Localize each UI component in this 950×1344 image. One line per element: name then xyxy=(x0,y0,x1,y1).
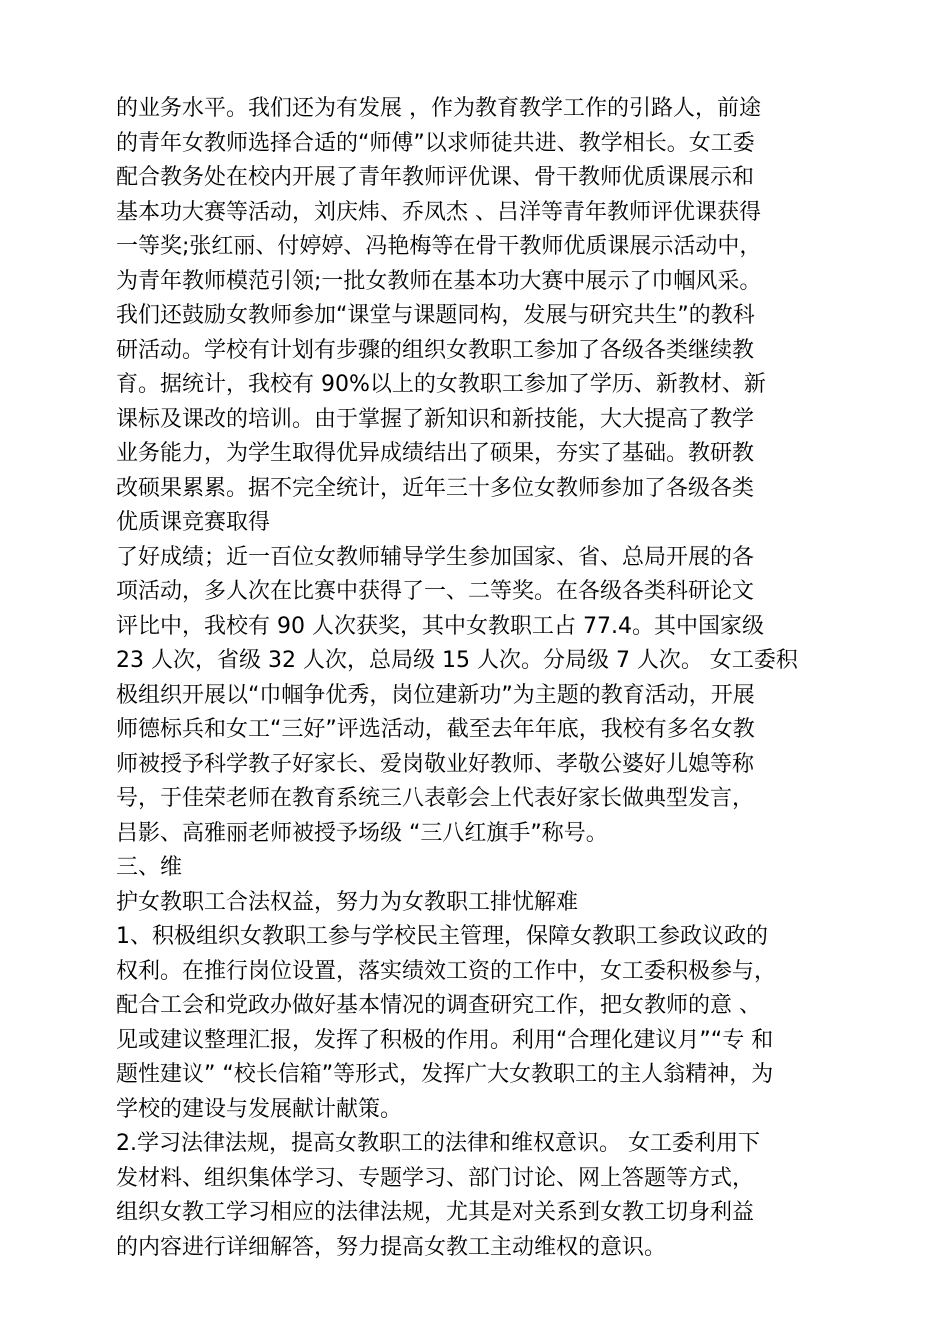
text-line: 我们还鼓励女教师参加“课堂与课题同构，发展与研究共生”的教科 xyxy=(116,303,755,328)
text-line: 发材料、组织集体学习、专题学习、部门讨论、网上答题等方式， xyxy=(116,1165,755,1191)
text-line: 的青年女教师选择合适的“师傅”以求师徒共进、教学相长。女工委 xyxy=(116,130,755,156)
text-line: 组织女教工学习相应的法律法规，尤其是对关系到女教工切身利益 xyxy=(116,1200,755,1225)
section-heading: 三、维 xyxy=(116,855,183,880)
text-line: 号，于佳荣老师在教育系统三八表彰会上代表好家长做典型发言， xyxy=(116,786,755,811)
document-body xyxy=(116,92,846,1265)
text-line: 师被授予科学教子好家长、爱岗敬业好教师、孝敬公婆好儿媳等称 xyxy=(116,751,755,777)
text-line: 了好成绩；近一百位女教师辅导学生参加国家、省、总局开展的各 xyxy=(116,544,755,570)
text-line: 学校的建设与发展献计献策。 xyxy=(116,1096,403,1122)
text-line: 配合教务处在校内开展了青年教师评优课、骨干教师优质课展示和 xyxy=(116,165,755,190)
text-line: 为青年教师模范引领;一批女教师在基本功大赛中展示了巾帼风采。 xyxy=(116,268,762,294)
text-line: 课标及课改的培训。由于掌握了新知识和新技能，大大提高了教学 xyxy=(116,406,755,432)
text-line: 一等奖;张红丽、付婷婷、冯艳梅等在骨干教师优质课展示活动中， xyxy=(116,234,762,259)
section-heading-continued: 护女教职工合法权益，努力为女教职工排忧解难 xyxy=(116,889,579,915)
text-line: 配合工会和党政办做好基本情况的调查研究工作，把女教师的意 、 xyxy=(116,993,761,1018)
text-line: 基本功大赛等活动，刘庆炜、乔凤杰 、吕洋等青年教师评优课获得 xyxy=(116,199,761,225)
text-line: 育。据统计，我校有 90%以上的女教职工参加了学历、新教材、新 xyxy=(116,372,766,397)
text-line: 吕影、高雅丽老师被授予场级 “三八红旗手”称号。 xyxy=(116,820,608,846)
text-line: 权利。在推行岗位设置，落实绩效工资的工作中，女工委积极参与， xyxy=(116,958,777,984)
text-line: 改硕果累累。据不完全统计，近年三十多位女教师参加了各级各类 xyxy=(116,475,755,501)
text-line: 研活动。学校有计划有步骤的组织女教职工参加了各级各类继续教 xyxy=(116,337,755,363)
text-line: 师德标兵和女工“三好”评选活动，截至去年年底，我校有多名女教 xyxy=(116,717,755,742)
text-line: 2.学习法律法规，提高女教职工的法律和维权意识。 女工委利用下 xyxy=(116,1131,760,1156)
text-line: 项活动，多人次在比赛中获得了一、二等奖。在各级各类科研论文 xyxy=(116,579,755,604)
text-line: 见或建议整理汇报，发挥了积极的作用。利用“合理化建议月”“专 和 xyxy=(116,1027,774,1053)
text-line: 优质课竞赛取得 xyxy=(116,510,271,535)
text-line: 的内容进行详细解答，努力提高女教工主动维权的意识。 xyxy=(116,1234,667,1260)
text-line: 题性建议” “校长信箱”等形式，发挥广大女教职工的主人翁精神，为 xyxy=(116,1062,774,1087)
text-line: 评比中，我校有 90 人次获奖，其中女教职工占 77.4。其中国家级 xyxy=(116,613,764,639)
text-line: 1、积极组织女教职工参与学校民主管理，保障女教职工参政议政的 xyxy=(116,924,768,949)
text-line: 业务能力，为学生取得优异成绩结出了硕果，夯实了基础。教研教 xyxy=(116,441,755,466)
text-line: 23 人次，省级 32 人次，总局级 15 人次。分局级 7 人次。 女工委积 xyxy=(116,648,798,673)
text-line: 极组织开展以“巾帼争优秀，岗位建新功”为主题的教育活动，开展 xyxy=(116,682,755,708)
text-line: 的业务水平。我们还为有发展 ，作为教育教学工作的引路人，前途 xyxy=(116,96,761,121)
